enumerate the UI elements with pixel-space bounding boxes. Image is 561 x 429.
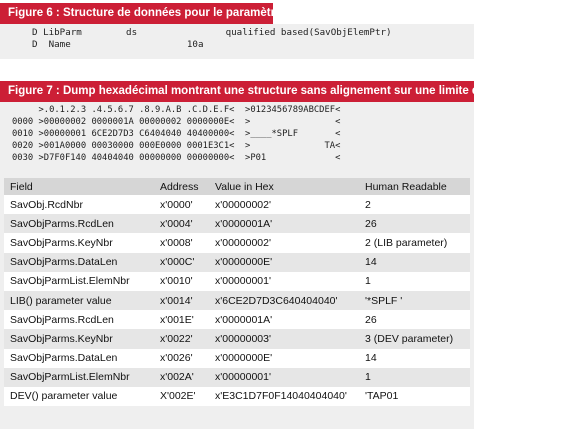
cell-value-hex: x'6CE2D7D3C640404040'	[209, 291, 359, 310]
table-row	[4, 253, 470, 272]
cell-field: SavObjParms.DataLen	[4, 349, 154, 368]
cell-address: x'0022'	[154, 329, 209, 348]
table-row	[4, 214, 470, 233]
figure6-header: Figure 6 : Structure de données pour le paramètre LIB	[0, 3, 273, 24]
figure6-code-line: D Name 10a	[32, 39, 204, 50]
cell-value-hex: x'00000002'	[209, 195, 359, 214]
cell-value-hex: x'0000001A'	[209, 310, 359, 329]
cell-field: SavObjParms.KeyNbr	[4, 329, 154, 348]
cell-human-readable: 2	[359, 195, 470, 214]
col-header-human-readable: Human Readable	[359, 178, 470, 195]
table-row	[4, 349, 470, 368]
hex-dump-line: 0000 >00000002 0000001A 00000002 0000000E< > <	[12, 117, 341, 127]
cell-value-hex: x'0000000E'	[209, 253, 359, 272]
cell-field: SavObjParms.DataLen	[4, 253, 154, 272]
cell-address: x'000C'	[154, 253, 209, 272]
cell-field: SavObjParms.KeyNbr	[4, 233, 154, 252]
cell-value-hex: x'0000001A'	[209, 214, 359, 233]
table-row	[4, 310, 470, 329]
figure6-code-line: D LibParm ds qualified based(SavObjElemPtr)	[32, 27, 392, 38]
figure6-code-box	[0, 24, 474, 59]
cell-human-readable: 2 (LIB parameter)	[359, 233, 470, 252]
cell-value-hex: x'00000003'	[209, 329, 359, 348]
cell-value-hex: x'00000002'	[209, 233, 359, 252]
cell-human-readable: '*SPLF '	[359, 291, 470, 310]
cell-address: X'002E'	[154, 387, 209, 406]
table-row	[4, 272, 470, 291]
cell-human-readable: 14	[359, 349, 470, 368]
cell-human-readable: 'TAP01	[359, 387, 470, 406]
cell-value-hex: x'E3C1D7F0F14040404040'	[209, 387, 359, 406]
col-header-address: Address	[154, 178, 209, 195]
table-row	[4, 387, 470, 406]
table-row	[4, 233, 470, 252]
cell-human-readable: 3 (DEV parameter)	[359, 329, 470, 348]
cell-address: x'0026'	[154, 349, 209, 368]
cell-human-readable: 1	[359, 272, 470, 291]
hex-dump-line: 0030 >D7F0F140 40404040 00000000 00000000< >P01 <	[12, 153, 341, 163]
cell-human-readable: 26	[359, 310, 470, 329]
col-header-value-hex: Value in Hex	[209, 178, 359, 195]
cell-address: x'002A'	[154, 368, 209, 387]
cell-value-hex: x'00000001'	[209, 368, 359, 387]
cell-field: SavObj.RcdNbr	[4, 195, 154, 214]
cell-address: x'001E'	[154, 310, 209, 329]
cell-address: x'0008'	[154, 233, 209, 252]
table-row	[4, 329, 470, 348]
cell-human-readable: 26	[359, 214, 470, 233]
cell-field: SavObjParmList.ElemNbr	[4, 368, 154, 387]
cell-address: x'0014'	[154, 291, 209, 310]
table-row	[4, 195, 470, 214]
cell-field: SavObjParms.RcdLen	[4, 214, 154, 233]
hex-dump-line: 0010 >00000001 6CE2D7D3 C6404040 40400000< >____*SPLF <	[12, 129, 341, 139]
field-table	[4, 178, 470, 406]
table-header-row	[4, 178, 470, 195]
cell-value-hex: x'0000000E'	[209, 349, 359, 368]
cell-field: SavObjParms.RcdLen	[4, 310, 154, 329]
cell-value-hex: x'00000001'	[209, 272, 359, 291]
cell-field: DEV() parameter value	[4, 387, 154, 406]
cell-field: SavObjParmList.ElemNbr	[4, 272, 154, 291]
col-header-field: Field	[4, 178, 154, 195]
table-row	[4, 291, 470, 310]
cell-human-readable: 1	[359, 368, 470, 387]
table-row	[4, 368, 470, 387]
cell-address: x'0004'	[154, 214, 209, 233]
hex-dump-line: 0020 >001A0000 00030000 000E0000 0001E3C1< > TA<	[12, 141, 341, 151]
cell-address: x'0000'	[154, 195, 209, 214]
cell-human-readable: 14	[359, 253, 470, 272]
figure7-header: Figure 7 : Dump hexadécimal montrant une structure sans alignement sur une limite de quatre octets	[0, 81, 474, 102]
cell-field: LIB() parameter value	[4, 291, 154, 310]
cell-address: x'0010'	[154, 272, 209, 291]
hex-dump-line: >.0.1.2.3 .4.5.6.7 .8.9.A.B .C.D.E.F< >0123456789ABCDEF<	[12, 105, 341, 115]
